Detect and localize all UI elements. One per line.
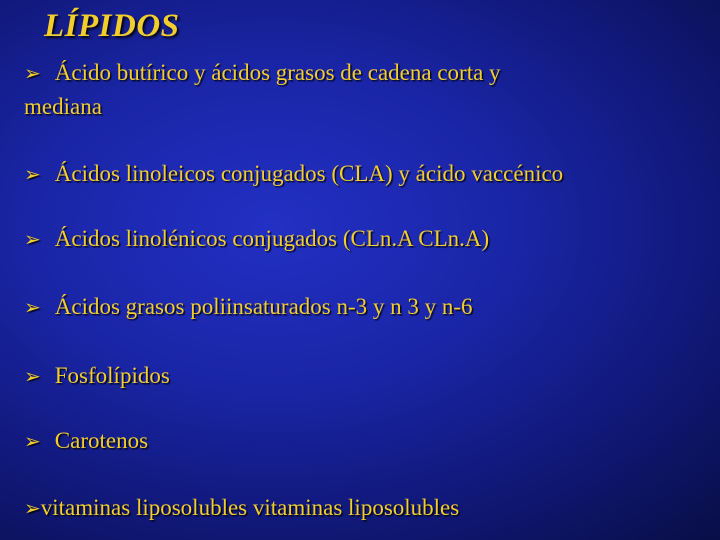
bullet-text: Ácidos linolénicos conjugados (CLn.A CLn.A) <box>54 226 490 251</box>
arrow-bullet-icon: ➢ <box>24 227 41 251</box>
bullet-item-2 <box>24 157 563 191</box>
bullet-text: Fosfolípidos <box>54 363 170 388</box>
bullet-text-continuation: mediana <box>24 94 102 119</box>
bullet-item-5 <box>24 359 170 393</box>
bullet-text: Ácidos grasos poliinsaturados n-3 y n 3 y n-6 <box>54 294 473 319</box>
bullet-item-7 <box>24 491 459 525</box>
bullet-text: vitaminas liposolubles vitaminas liposolubles <box>40 495 460 520</box>
bullet-item-4 <box>24 290 473 324</box>
bullet-text: Ácido butírico y ácidos grasos de cadena corta y <box>54 60 501 85</box>
arrow-bullet-icon: ➢ <box>24 364 41 388</box>
bullet-text: Carotenos <box>54 428 149 453</box>
arrow-bullet-icon: ➢ <box>24 496 41 520</box>
bullet-text: Ácidos linoleicos conjugados (CLA) y ácido vaccénico <box>54 161 564 186</box>
arrow-bullet-icon: ➢ <box>24 61 41 85</box>
arrow-bullet-icon: ➢ <box>24 295 41 319</box>
bullet-item-6 <box>24 424 148 458</box>
bullet-item-1 <box>24 56 501 124</box>
arrow-bullet-icon: ➢ <box>24 429 41 453</box>
bullet-item-3 <box>24 222 489 256</box>
slide-title: LÍPIDOS <box>44 8 180 44</box>
arrow-bullet-icon: ➢ <box>24 162 41 186</box>
